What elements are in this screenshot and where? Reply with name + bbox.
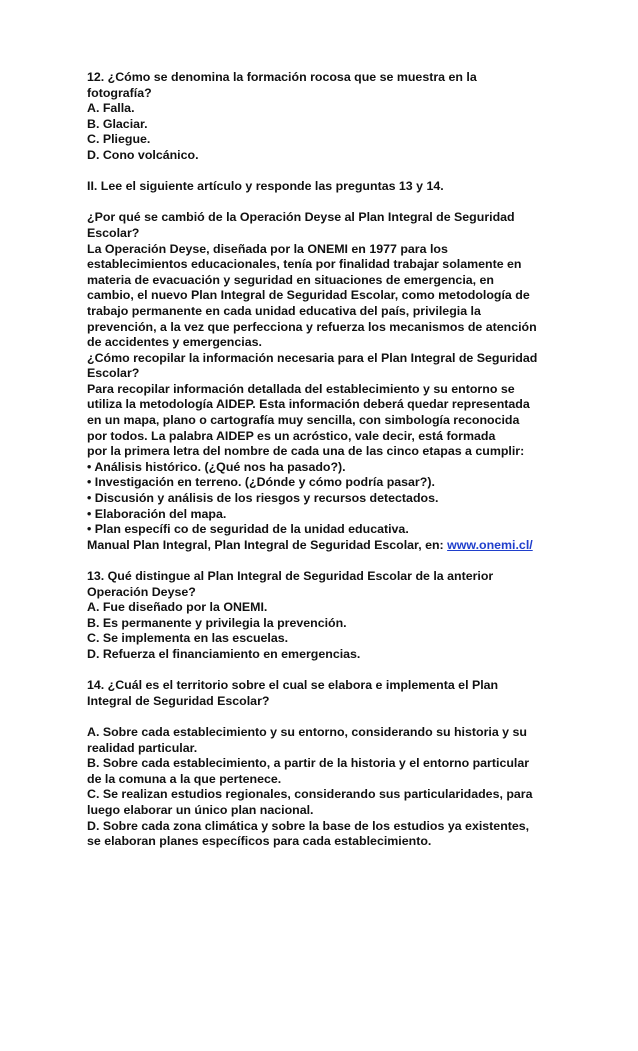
spacer [87, 164, 557, 180]
document-page [87, 70, 557, 850]
question-14-option-b-line-2: de la comuna a la que pertenece. [87, 771, 282, 786]
question-13 [87, 569, 557, 663]
article-line-13: utiliza la metodología AIDEP. Esta información deberá quedar representada [87, 397, 530, 412]
article-line-14: en un mapa, plano o cartografía muy sencilla, con simbología reconocida [87, 413, 520, 428]
article-bullet-5: • Plan específi co de seguridad de la unidad educativa. [87, 522, 409, 537]
question-12-option-d: D. Cono volcánico. [87, 147, 199, 162]
onemi-link[interactable]: www.onemi.cl/ [447, 537, 533, 552]
article-line-3: La Operación Deyse, diseñada por la ONEMI en 1977 para los [87, 241, 448, 256]
question-13-option-c: C. Se implementa en las escuelas. [87, 631, 289, 646]
question-12 [87, 70, 557, 164]
article [87, 210, 557, 553]
question-13-text-line-1: 13. Qué distingue al Plan Integral de Seguridad Escolar de la anterior [87, 569, 494, 583]
article-line-8: prevención, a la vez que perfecciona y refuerza los mecanismos de atención [87, 319, 537, 334]
spacer [87, 553, 557, 569]
question-14-option-a-line-1: A. Sobre cada establecimiento y su entorno, considerando su historia y su [87, 724, 527, 739]
article-bullet-2: • Investigación en terreno. (¿Dónde y cómo podría pasar?). [87, 475, 435, 490]
article-line-9: de accidentes y emergencias. [87, 335, 262, 350]
article-line-10: ¿Cómo recopilar la información necesaria para el Plan Integral de Seguridad [87, 350, 538, 365]
question-14-option-b-line-1: B. Sobre cada establecimiento, a partir de la historia y el entorno particular [87, 756, 530, 771]
question-12-option-c: C. Pliegue. [87, 132, 151, 147]
question-13-option-d: D. Refuerza el financiamiento en emergencias. [87, 646, 361, 661]
article-line-4: establecimientos educacionales, tenía por finalidad trabajar solamente en [87, 257, 522, 272]
question-14-option-a-line-2: realidad particular. [87, 740, 198, 755]
article-line-2: Escolar? [87, 225, 140, 240]
question-12-option-a: A. Falla. [87, 101, 135, 116]
spacer [87, 195, 557, 211]
article-line-6: cambio, el nuevo Plan Integral de Seguridad Escolar, como metodología de [87, 288, 530, 303]
question-14-option-c-line-2: luego elaborar un único plan nacional. [87, 802, 314, 817]
spacer [87, 709, 557, 725]
section-ii-instruction: II. Lee el siguiente artículo y responde las preguntas 13 y 14. [87, 179, 444, 194]
article-bullet-4: • Elaboración del mapa. [87, 506, 227, 521]
spacer [87, 663, 557, 679]
question-12-option-b: B. Glaciar. [87, 116, 148, 131]
article-line-12: Para recopilar información detallada del establecimiento y su entorno se [87, 381, 515, 396]
article-line-7: trabajo permanente en cada unidad educativa del país, privilegia la [87, 303, 481, 318]
question-14-option-d-line-2: se elaboran planes específicos para cada establecimiento. [87, 834, 432, 849]
question-13-option-b: B. Es permanente y privilegia la prevención. [87, 615, 347, 630]
question-13-text-line-2: Operación Deyse? [87, 584, 196, 599]
article-bullet-3: • Discusión y análisis de los riesgos y recursos detectados. [87, 491, 439, 506]
article-line-15: por todos. La palabra AIDEP es un acróstico, vale decir, está formada [87, 428, 496, 443]
article-line-1: ¿Por qué se cambió de la Operación Deyse al Plan Integral de Seguridad [87, 210, 515, 225]
question-14 [87, 678, 557, 850]
question-12-text-line-1: 12. ¿Cómo se denomina la formación rocosa que se muestra en la [87, 70, 477, 84]
article-line-16: por la primera letra del nombre de cada una de las cinco etapas a cumplir: [87, 444, 525, 459]
question-14-option-c-line-1: C. Se realizan estudios regionales, considerando sus particularidades, para [87, 787, 533, 802]
article-source-prefix: Manual Plan Integral, Plan Integral de Seguridad Escolar, en: [87, 537, 448, 552]
article-bullet-1: • Análisis histórico. (¿Qué nos ha pasado?). [87, 459, 346, 474]
article-line-11: Escolar? [87, 366, 140, 381]
question-14-option-d-line-1: D. Sobre cada zona climática y sobre la base de los estudios ya existentes, [87, 818, 530, 833]
question-14-text-line-2: Integral de Seguridad Escolar? [87, 693, 270, 708]
question-12-text-line-2: fotografía? [87, 85, 152, 100]
article-line-5: materia de evacuación y seguridad en situaciones de emergencia, en [87, 272, 494, 287]
question-13-option-a: A. Fue diseñado por la ONEMI. [87, 600, 268, 615]
question-14-text-line-1: 14. ¿Cuál es el territorio sobre el cual se elabora e implementa el Plan [87, 678, 499, 693]
article-source [87, 538, 557, 554]
